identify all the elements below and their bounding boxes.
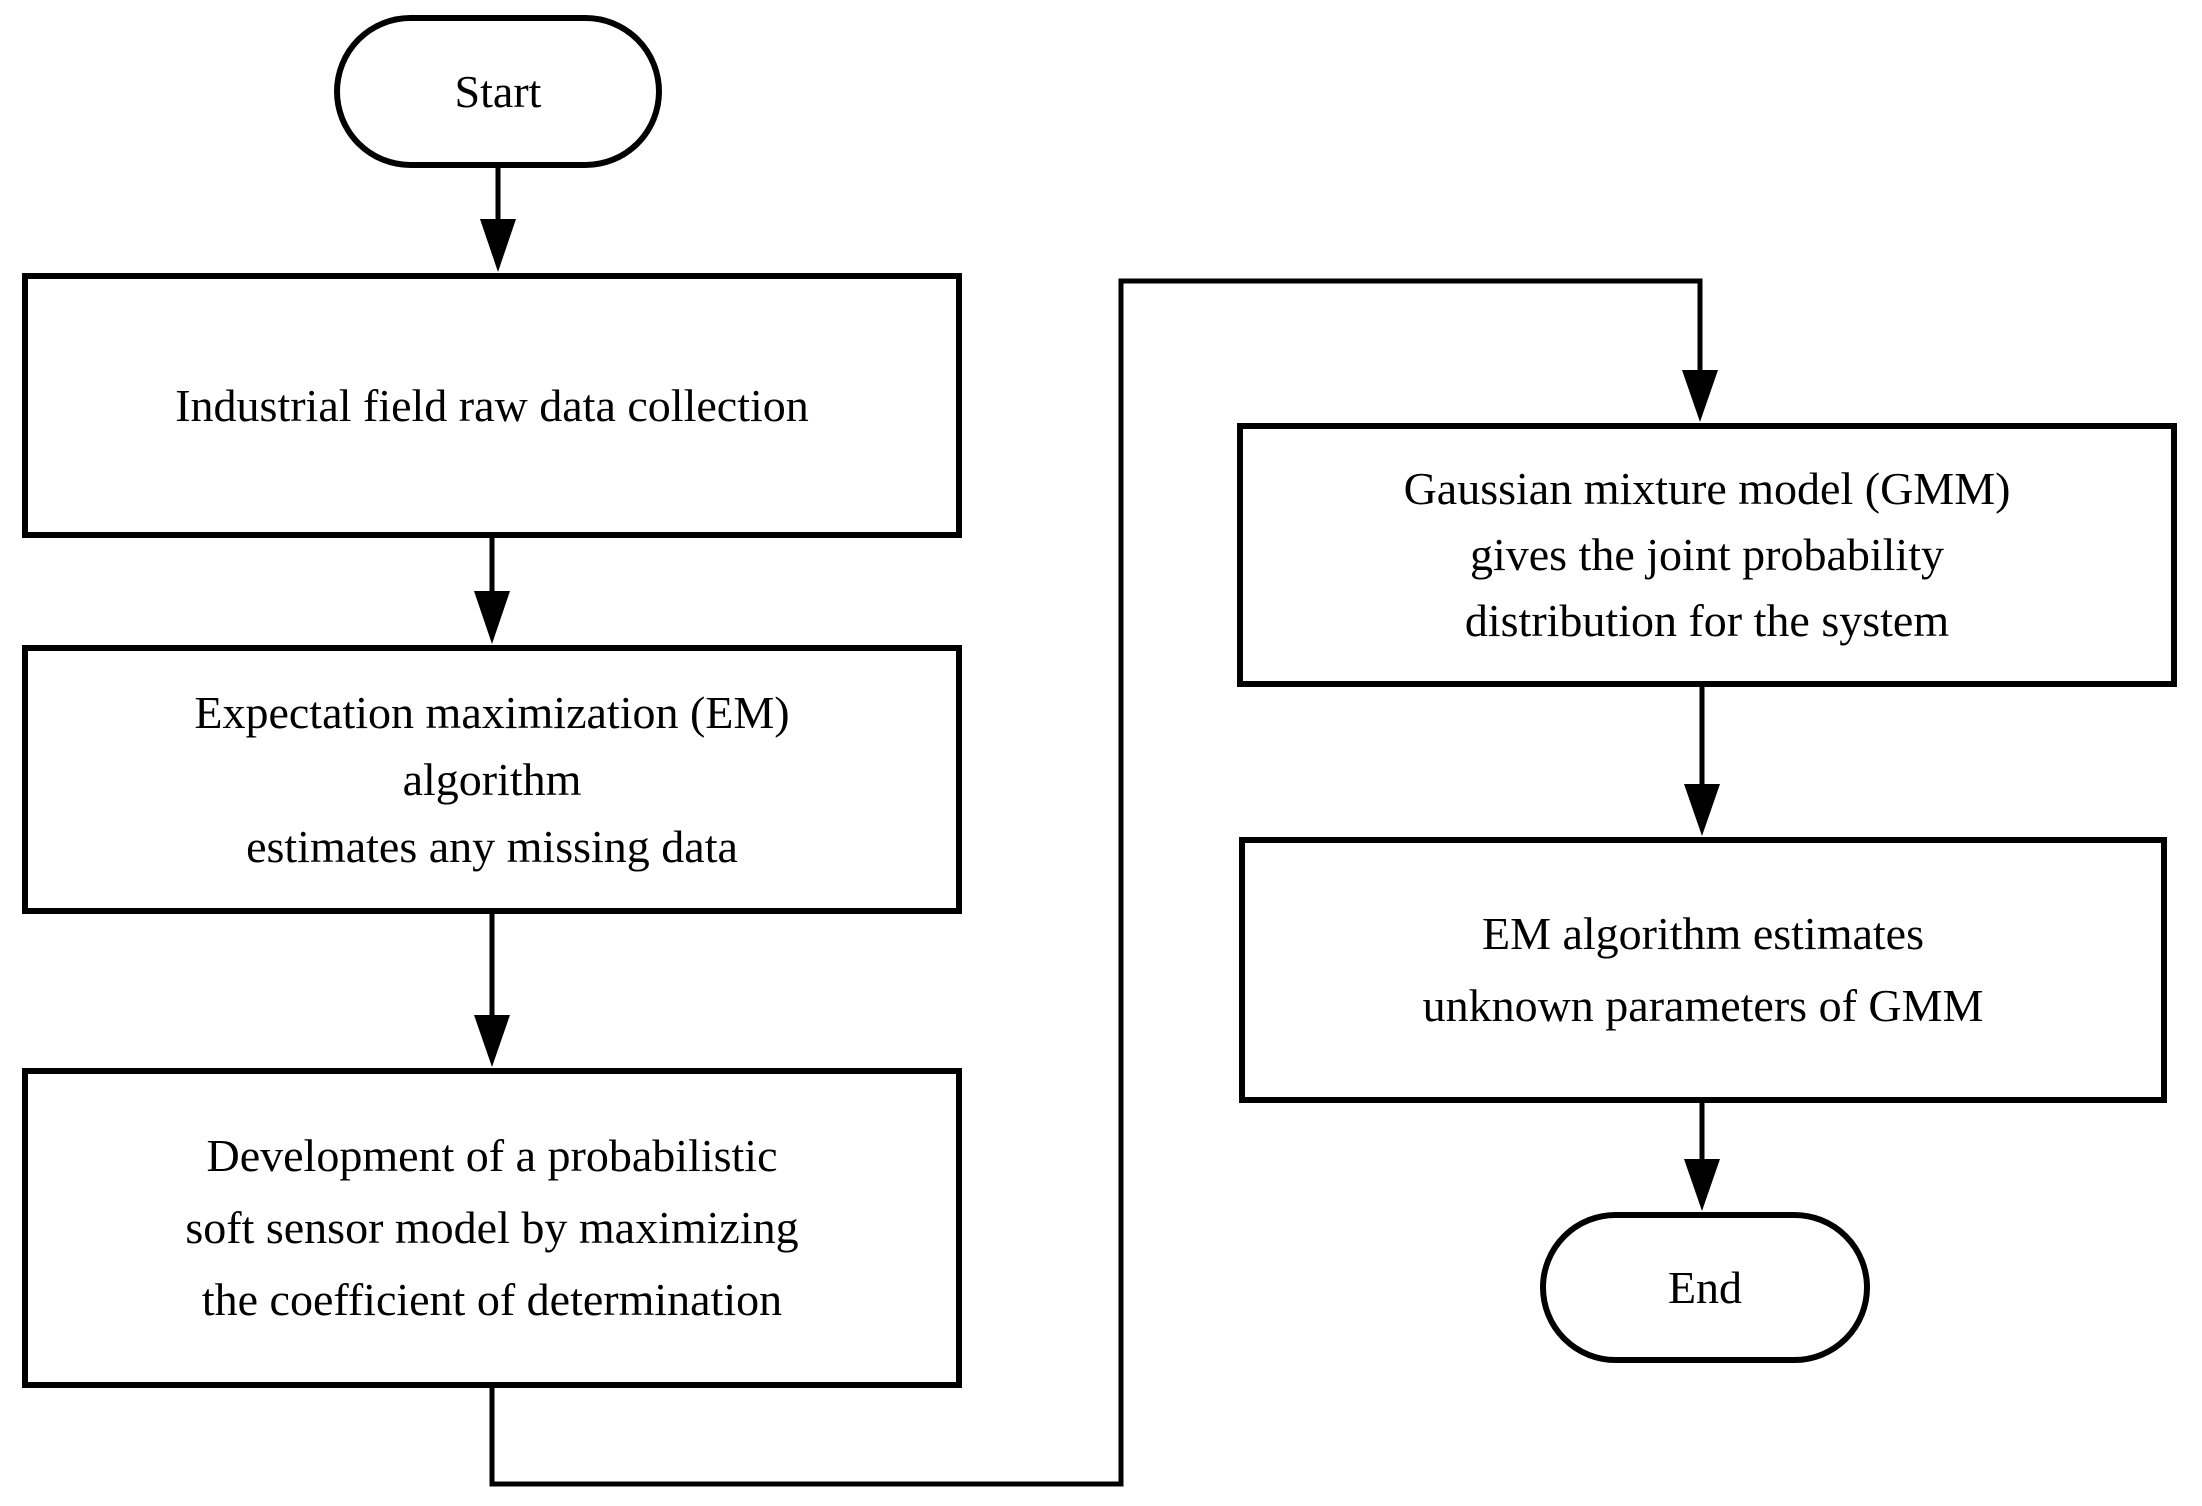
em-missing-label bbox=[194, 679, 789, 880]
arrowhead-em-gmm-to-end bbox=[1684, 1159, 1720, 1211]
soft-sensor-line-1: Development of a probabilistic bbox=[206, 1130, 778, 1181]
em-missing-line-2: algorithm bbox=[402, 754, 582, 805]
arrowhead-collection-to-em-missing bbox=[474, 591, 510, 644]
process-soft-sensor-development bbox=[22, 1068, 962, 1388]
start-label: Start bbox=[454, 65, 542, 117]
em-gmm-line-2: unknown parameters of GMM bbox=[1422, 980, 1984, 1031]
arrowhead-start-to-collection bbox=[480, 219, 516, 272]
process-em-estimates-gmm-parameters bbox=[1239, 837, 2167, 1103]
end-terminator bbox=[1540, 1212, 1870, 1363]
industrial-data-collection-label: Industrial field raw data collection bbox=[175, 379, 809, 431]
start-terminator bbox=[334, 15, 662, 168]
soft-sensor-label bbox=[185, 1120, 798, 1336]
process-gmm-joint-probability bbox=[1237, 423, 2177, 687]
arrowhead-em-missing-to-soft-sensor bbox=[474, 1015, 510, 1067]
gmm-line-2: gives the joint probability bbox=[1469, 529, 1944, 580]
gmm-label bbox=[1404, 456, 2011, 654]
process-em-estimates-missing-data bbox=[22, 645, 962, 914]
soft-sensor-line-3: the coefficient of determination bbox=[201, 1274, 783, 1325]
arrowhead-soft-sensor-to-gmm bbox=[1682, 370, 1718, 422]
process-industrial-data-collection bbox=[22, 273, 962, 538]
gmm-line-3: distribution for the system bbox=[1464, 595, 1950, 646]
em-missing-line-1: Expectation maximization (EM) bbox=[194, 687, 790, 738]
arrowhead-gmm-to-em-gmm bbox=[1684, 784, 1720, 836]
em-missing-line-3: estimates any missing data bbox=[246, 821, 738, 872]
end-label: End bbox=[1667, 1261, 1743, 1313]
soft-sensor-line-2: soft sensor model by maximizing bbox=[185, 1202, 799, 1253]
gmm-line-1: Gaussian mixture model (GMM) bbox=[1403, 463, 2011, 514]
em-gmm-line-1: EM algorithm estimates bbox=[1481, 908, 1924, 959]
em-gmm-label bbox=[1423, 898, 1984, 1042]
